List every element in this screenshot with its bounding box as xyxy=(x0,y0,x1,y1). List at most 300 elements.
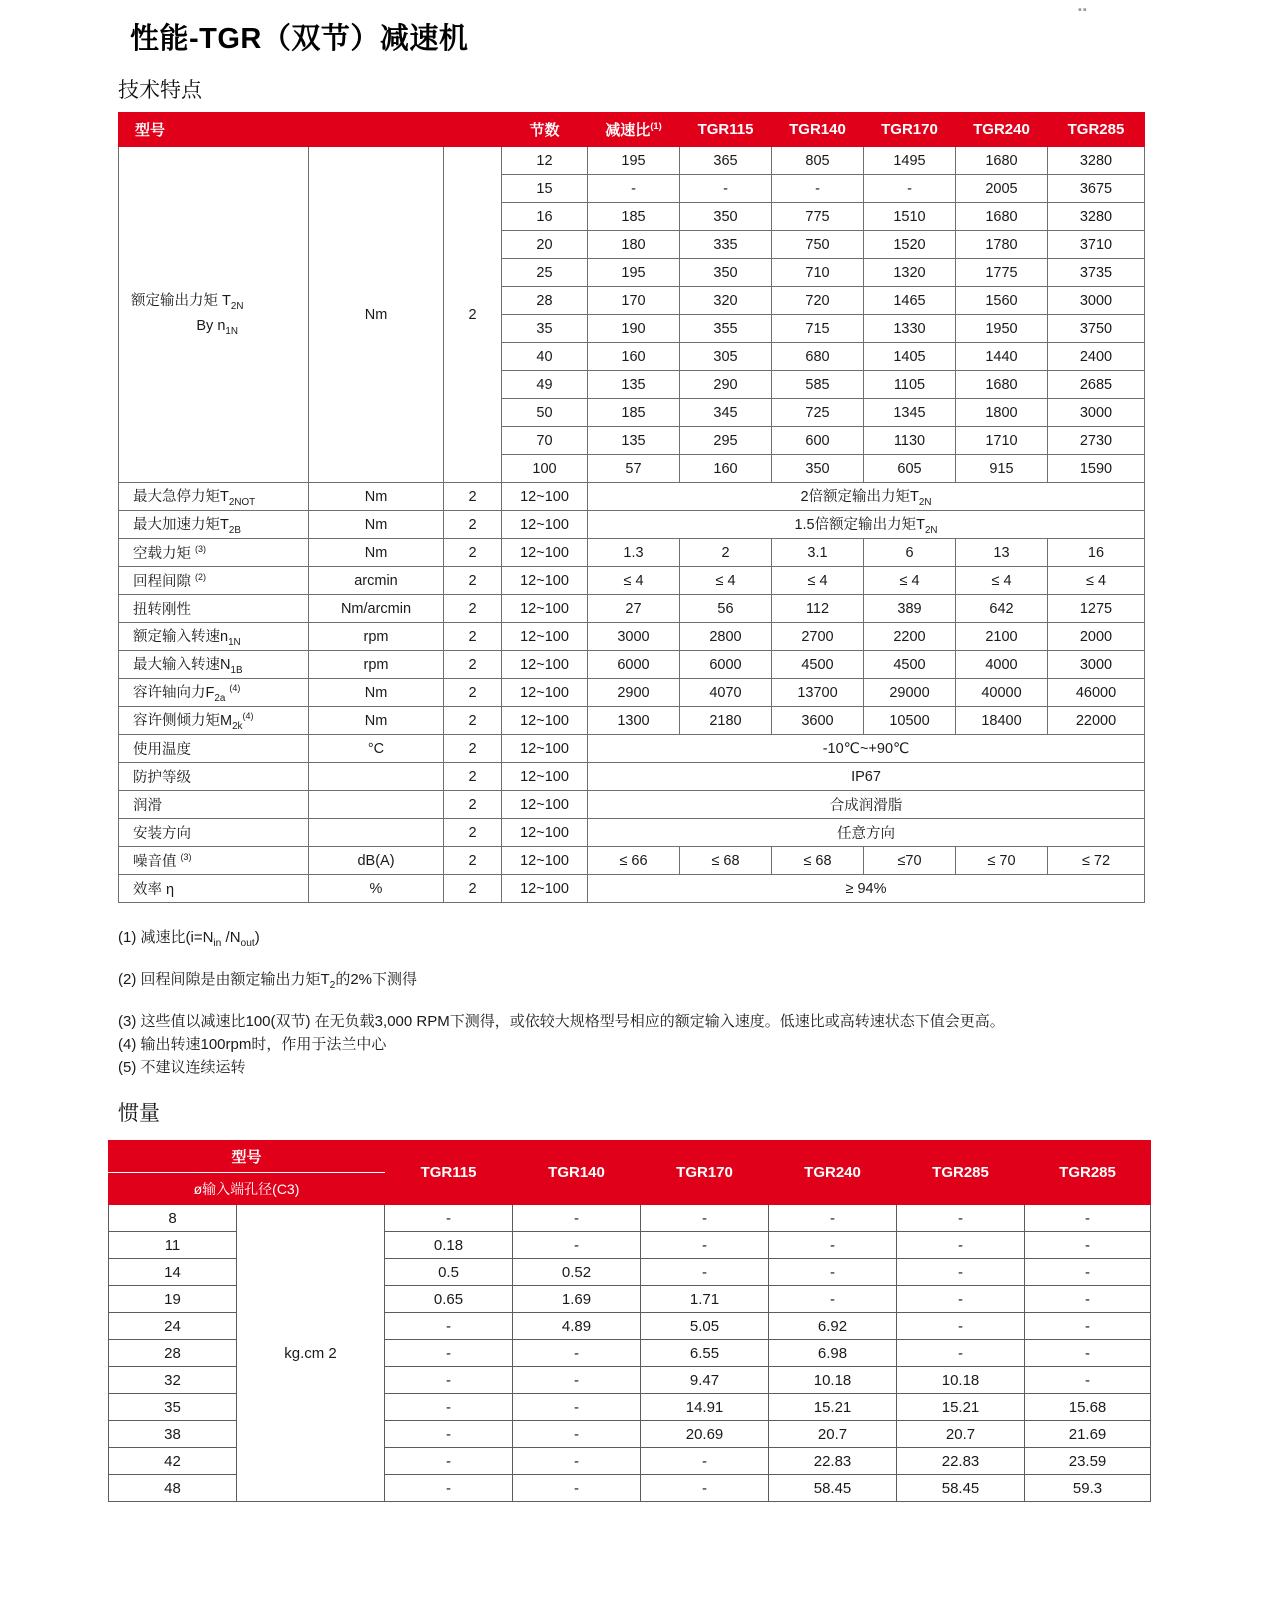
spec-unit: arcmin xyxy=(309,567,444,595)
inertia-header-tgr240: TGR240 xyxy=(769,1141,897,1205)
inertia-value-cell: - xyxy=(897,1205,1025,1232)
spec-value-cell: ≤ 4 xyxy=(588,567,680,595)
inertia-value-cell: - xyxy=(385,1313,513,1340)
spec-unit: rpm xyxy=(309,651,444,679)
spec-value-cell: 2000 xyxy=(1048,623,1145,651)
inertia-value-cell: 15.21 xyxy=(897,1394,1025,1421)
torque-value-cell: 365 xyxy=(680,147,772,175)
inertia-value-cell: - xyxy=(1025,1259,1151,1286)
tech-header-ratio-footnote: (1) xyxy=(650,121,662,131)
tech-table-body xyxy=(119,147,1145,903)
spec-value-cell: ≤ 72 xyxy=(1048,847,1145,875)
inertia-value-cell: - xyxy=(1025,1286,1151,1313)
spec-value-cell: 2700 xyxy=(772,623,864,651)
technical-specifications-table xyxy=(118,112,1202,903)
spec-value-cell: 2900 xyxy=(588,679,680,707)
inertia-value-cell: 4.89 xyxy=(513,1313,641,1340)
torque-value-cell: 805 xyxy=(772,147,864,175)
spec-unit xyxy=(309,763,444,791)
table-row xyxy=(119,875,1145,903)
rated-torque-unit: Nm xyxy=(309,147,444,483)
torque-value-cell: 1510 xyxy=(864,203,956,231)
bore-diameter-cell: 24 xyxy=(109,1313,237,1340)
spec-value-cell: 2 xyxy=(680,539,772,567)
inertia-value-cell: - xyxy=(513,1394,641,1421)
spec-ratio: 12~100 xyxy=(502,819,588,847)
torque-value-cell: 195 xyxy=(588,259,680,287)
inertia-value-cell: - xyxy=(641,1448,769,1475)
tech-header-tgr115: TGR115 xyxy=(680,113,772,147)
torque-value-cell: 775 xyxy=(772,203,864,231)
inertia-value-cell: - xyxy=(641,1232,769,1259)
bore-diameter-cell: 42 xyxy=(109,1448,237,1475)
spec-ratio: 12~100 xyxy=(502,539,588,567)
footnote: (1) 减速比($i=N_{in}$ $/N_{out}$) xyxy=(118,929,260,949)
spec-unit: Nm xyxy=(309,707,444,735)
spec-label: 效率 η xyxy=(119,875,309,903)
footnote: (2) 回程间隙是由额定输出力矩$T_2$的2%下测得 xyxy=(118,970,418,991)
inertia-header-tgr285-a: TGR285 xyxy=(897,1141,1025,1205)
inertia-value-cell: - xyxy=(1025,1232,1151,1259)
spec-value-cell: 3.1 xyxy=(772,539,864,567)
table-row xyxy=(119,567,1145,595)
spec-value-cell: 6000 xyxy=(680,651,772,679)
spec-unit: Nm xyxy=(309,679,444,707)
table-row xyxy=(119,679,1145,707)
inertia-value-cell: - xyxy=(897,1259,1025,1286)
inertia-value-cell: - xyxy=(385,1421,513,1448)
table-row xyxy=(119,707,1145,735)
torque-value-cell: 185 xyxy=(588,399,680,427)
torque-value-cell: 3735 xyxy=(1048,259,1145,287)
spec-unit: °C xyxy=(309,735,444,763)
ratio-cell: 16 xyxy=(502,203,588,231)
spec-value-cell: 4500 xyxy=(772,651,864,679)
inertia-value-cell: - xyxy=(513,1421,641,1448)
torque-value-cell: 1105 xyxy=(864,371,956,399)
spec-value-cell: 2100 xyxy=(956,623,1048,651)
inertia-value-cell: 14.91 xyxy=(641,1394,769,1421)
bore-diameter-cell: 48 xyxy=(109,1475,237,1502)
torque-value-cell: - xyxy=(680,175,772,203)
inertia-value-cell: 0.52 xyxy=(513,1259,641,1286)
table-row xyxy=(119,539,1145,567)
bore-diameter-cell: 38 xyxy=(109,1421,237,1448)
inertia-value-cell: - xyxy=(769,1259,897,1286)
tech-header-stages: 节数 xyxy=(502,113,588,147)
torque-value-cell: 2685 xyxy=(1048,371,1145,399)
spec-ratio: 12~100 xyxy=(502,595,588,623)
torque-value-cell: 1560 xyxy=(956,287,1048,315)
inertia-header-tgr285-b: TGR285 xyxy=(1025,1141,1151,1205)
spec-stages: 2 xyxy=(444,651,502,679)
spec-value-cell: 13700 xyxy=(772,679,864,707)
spec-ratio: 12~100 xyxy=(502,511,588,539)
inertia-value-cell: 1.71 xyxy=(641,1286,769,1313)
spec-stages: 2 xyxy=(444,847,502,875)
spec-label: 最大加速力矩$T_{2B}$ xyxy=(119,511,309,539)
spec-stages: 2 xyxy=(444,539,502,567)
table-row xyxy=(119,735,1145,763)
spec-value-cell: 1300 xyxy=(588,707,680,735)
table-row xyxy=(119,511,1145,539)
spec-value-cell: ≤70 xyxy=(864,847,956,875)
inertia-value-cell: 10.18 xyxy=(897,1367,1025,1394)
spec-value-cell: 3000 xyxy=(1048,651,1145,679)
spec-ratio: 12~100 xyxy=(502,623,588,651)
torque-value-cell: 600 xyxy=(772,427,864,455)
torque-value-cell: 305 xyxy=(680,343,772,371)
inertia-value-cell: - xyxy=(641,1475,769,1502)
torque-value-cell: 1680 xyxy=(956,371,1048,399)
table-row xyxy=(119,763,1145,791)
spec-label: 最大输入转速$N_{1B}$ xyxy=(119,651,309,679)
torque-value-cell: 350 xyxy=(680,203,772,231)
tech-header-tgr285: TGR285 xyxy=(1048,113,1145,147)
spec-ratio: 12~100 xyxy=(502,707,588,735)
torque-value-cell: - xyxy=(588,175,680,203)
torque-value-cell: 680 xyxy=(772,343,864,371)
spec-label: 容许侧倾力矩$M_{2k}^{(4)}$ xyxy=(119,707,309,735)
bore-diameter-cell: 19 xyxy=(109,1286,237,1313)
torque-value-cell: 3000 xyxy=(1048,399,1145,427)
section-heading-inertia: 惯量 xyxy=(118,1102,160,1125)
inertia-value-cell: - xyxy=(385,1448,513,1475)
torque-value-cell: 3675 xyxy=(1048,175,1145,203)
torque-value-cell: 1680 xyxy=(956,147,1048,175)
bore-diameter-cell: 28 xyxy=(109,1340,237,1367)
spec-label: 容许轴向力$F_{2a}$ $^{(4)}$ xyxy=(119,679,309,707)
torque-value-cell: 335 xyxy=(680,231,772,259)
spec-value-cell: 29000 xyxy=(864,679,956,707)
spec-label: 防护等级 xyxy=(119,763,309,791)
inertia-value-cell: - xyxy=(641,1259,769,1286)
tech-header-model: 型号 xyxy=(119,113,502,147)
torque-value-cell: 320 xyxy=(680,287,772,315)
torque-value-cell: - xyxy=(864,175,956,203)
spec-value-cell: 4500 xyxy=(864,651,956,679)
inertia-value-cell: 0.18 xyxy=(385,1232,513,1259)
inertia-table-body xyxy=(109,1205,1151,1502)
inertia-value-cell: 59.3 xyxy=(1025,1475,1151,1502)
inertia-value-cell: 6.92 xyxy=(769,1313,897,1340)
spec-unit: Nm xyxy=(309,539,444,567)
spec-value-cell: 22000 xyxy=(1048,707,1145,735)
inertia-value-cell: 21.69 xyxy=(1025,1421,1151,1448)
inertia-value-cell: - xyxy=(897,1340,1025,1367)
inertia-value-cell: - xyxy=(513,1367,641,1394)
inertia-value-cell: - xyxy=(897,1286,1025,1313)
table-row xyxy=(119,791,1145,819)
inertia-value-cell: - xyxy=(513,1448,641,1475)
spec-value-cell: 1275 xyxy=(1048,595,1145,623)
table-row xyxy=(119,819,1145,847)
torque-value-cell: 3710 xyxy=(1048,231,1145,259)
footnote: (5) 不建议连续运转 xyxy=(118,1059,246,1077)
spec-label: 使用温度 xyxy=(119,735,309,763)
torque-value-cell: 295 xyxy=(680,427,772,455)
inertia-value-cell: - xyxy=(769,1232,897,1259)
inertia-value-cell: 0.65 xyxy=(385,1286,513,1313)
footnotes-block xyxy=(118,928,1158,1081)
spec-stages: 2 xyxy=(444,735,502,763)
inertia-value-cell: 6.98 xyxy=(769,1340,897,1367)
inertia-header-model: 型号 xyxy=(109,1141,385,1173)
tech-header-tgr170: TGR170 xyxy=(864,113,956,147)
inertia-value-cell: 23.59 xyxy=(1025,1448,1151,1475)
spec-value-cell: 40000 xyxy=(956,679,1048,707)
torque-value-cell: 180 xyxy=(588,231,680,259)
spec-stages: 2 xyxy=(444,819,502,847)
torque-value-cell: 160 xyxy=(588,343,680,371)
tech-header-tgr240: TGR240 xyxy=(956,113,1048,147)
torque-value-cell: 1520 xyxy=(864,231,956,259)
page-title: 性能-TGR（双节）减速机 xyxy=(130,23,469,55)
spec-unit xyxy=(309,819,444,847)
spec-value-cell: 2200 xyxy=(864,623,956,651)
inertia-value-cell: - xyxy=(769,1205,897,1232)
inertia-value-cell: 20.7 xyxy=(897,1421,1025,1448)
torque-value-cell: 2400 xyxy=(1048,343,1145,371)
spec-value-cell: ≤ 4 xyxy=(772,567,864,595)
inertia-header-bore: ø输入端孔径(C3) xyxy=(109,1173,385,1205)
inertia-value-cell: - xyxy=(769,1286,897,1313)
spec-label: 扭转刚性 xyxy=(119,595,309,623)
inertia-value-cell: 9.47 xyxy=(641,1367,769,1394)
inertia-value-cell: - xyxy=(897,1232,1025,1259)
torque-value-cell: 185 xyxy=(588,203,680,231)
spec-value-cell: 10500 xyxy=(864,707,956,735)
torque-value-cell: 135 xyxy=(588,427,680,455)
spec-ratio: 12~100 xyxy=(502,847,588,875)
spec-value-cell: ≤ 68 xyxy=(772,847,864,875)
spec-value-cell: 3600 xyxy=(772,707,864,735)
inertia-value-cell: 58.45 xyxy=(897,1475,1025,1502)
torque-value-cell: 1465 xyxy=(864,287,956,315)
spec-span-value: ≥ 94% xyxy=(588,875,1145,903)
spec-value-cell: 112 xyxy=(772,595,864,623)
spec-ratio: 12~100 xyxy=(502,791,588,819)
torque-value-cell: 195 xyxy=(588,147,680,175)
inertia-value-cell: 20.69 xyxy=(641,1421,769,1448)
inertia-value-cell: 5.05 xyxy=(641,1313,769,1340)
footnote: (3) 这些值以减速比100(双节) 在无负载3,000 RPM下测得，或依较大规格型号相应的额定输入速度。低速比或高转速状态下值会更高。 xyxy=(118,1012,1005,1030)
torque-value-cell: 355 xyxy=(680,315,772,343)
spec-value-cell: 642 xyxy=(956,595,1048,623)
tech-header-tgr140: TGR140 xyxy=(772,113,864,147)
spec-label: 额定输入转速$n_{1N}$ xyxy=(119,623,309,651)
torque-value-cell: 720 xyxy=(772,287,864,315)
torque-value-cell: 135 xyxy=(588,371,680,399)
torque-value-cell: 715 xyxy=(772,315,864,343)
bore-diameter-cell: 35 xyxy=(109,1394,237,1421)
spec-ratio: 12~100 xyxy=(502,875,588,903)
torque-value-cell: 350 xyxy=(680,259,772,287)
ratio-cell: 20 xyxy=(502,231,588,259)
torque-value-cell: 1405 xyxy=(864,343,956,371)
spec-label: 最大急停力矩$T_{2NOT}$ xyxy=(119,483,309,511)
torque-value-cell: 1800 xyxy=(956,399,1048,427)
spec-stages: 2 xyxy=(444,763,502,791)
spec-value-cell: 46000 xyxy=(1048,679,1145,707)
ratio-cell: 28 xyxy=(502,287,588,315)
spec-unit: dB(A) xyxy=(309,847,444,875)
torque-value-cell: 1710 xyxy=(956,427,1048,455)
spec-unit: Nm xyxy=(309,511,444,539)
torque-value-cell: 1495 xyxy=(864,147,956,175)
spec-value-cell: ≤ 4 xyxy=(680,567,772,595)
spec-ratio: 12~100 xyxy=(502,651,588,679)
torque-value-cell: 160 xyxy=(680,455,772,483)
table-row xyxy=(109,1205,1151,1232)
spec-unit: Nm xyxy=(309,483,444,511)
spec-value-cell: 27 xyxy=(588,595,680,623)
inertia-value-cell: - xyxy=(385,1475,513,1502)
spec-label: 安装方向 xyxy=(119,819,309,847)
torque-value-cell: 725 xyxy=(772,399,864,427)
spec-value-cell: 4070 xyxy=(680,679,772,707)
spec-stages: 2 xyxy=(444,595,502,623)
torque-value-cell: 290 xyxy=(680,371,772,399)
spec-value-cell: 1.3 xyxy=(588,539,680,567)
spec-value-cell: 4000 xyxy=(956,651,1048,679)
torque-value-cell: 1950 xyxy=(956,315,1048,343)
inertia-value-cell: - xyxy=(641,1205,769,1232)
torque-value-cell: 585 xyxy=(772,371,864,399)
torque-value-cell: 710 xyxy=(772,259,864,287)
spec-ratio: 12~100 xyxy=(502,483,588,511)
bore-diameter-cell: 11 xyxy=(109,1232,237,1259)
spec-stages: 2 xyxy=(444,511,502,539)
inertia-value-cell: - xyxy=(513,1205,641,1232)
torque-value-cell: 2005 xyxy=(956,175,1048,203)
torque-value-cell: 350 xyxy=(772,455,864,483)
table-row xyxy=(119,483,1145,511)
table-row xyxy=(119,847,1145,875)
ratio-cell: 25 xyxy=(502,259,588,287)
ratio-cell: 70 xyxy=(502,427,588,455)
spec-label: 回程间隙 $^{(2)}$ xyxy=(119,567,309,595)
inertia-header-tgr170: TGR170 xyxy=(641,1141,769,1205)
spec-stages: 2 xyxy=(444,483,502,511)
spec-value-cell: 56 xyxy=(680,595,772,623)
spec-span-value: 2倍额定输出力矩$T_{2N}$ xyxy=(588,483,1145,511)
spec-value-cell: 16 xyxy=(1048,539,1145,567)
inertia-header-row-top xyxy=(109,1141,1151,1173)
spec-stages: 2 xyxy=(444,707,502,735)
torque-value-cell: 170 xyxy=(588,287,680,315)
spec-value-cell: 18400 xyxy=(956,707,1048,735)
torque-value-cell: 1345 xyxy=(864,399,956,427)
ratio-cell: 15 xyxy=(502,175,588,203)
table-row xyxy=(119,623,1145,651)
rated-torque-label: 额定输出力矩 $T_{2N}$ By $n_{1N}$ xyxy=(119,147,309,483)
spec-ratio: 12~100 xyxy=(502,679,588,707)
ratio-cell: 49 xyxy=(502,371,588,399)
spec-label: 空载力矩 $^{(3)}$ xyxy=(119,539,309,567)
torque-value-cell: 1775 xyxy=(956,259,1048,287)
spec-ratio: 12~100 xyxy=(502,763,588,791)
tech-header-row: 型号 节数 减速比$^{(1)}$ TGR115 TGR140 TGR170 TGR240 TGR285 TGR320 xyxy=(119,113,1145,147)
table-row xyxy=(119,595,1145,623)
inertia-value-cell: 20.7 xyxy=(769,1421,897,1448)
torque-value-cell: 3000 xyxy=(1048,287,1145,315)
spec-value-cell: ≤ 4 xyxy=(1048,567,1145,595)
rated-torque-stages: 2 xyxy=(444,147,502,483)
torque-value-cell: 1680 xyxy=(956,203,1048,231)
spec-unit: rpm xyxy=(309,623,444,651)
inertia-table xyxy=(108,1140,1151,1502)
torque-value-cell: 57 xyxy=(588,455,680,483)
table-row xyxy=(119,147,1145,175)
inertia-value-cell: 6.55 xyxy=(641,1340,769,1367)
section-heading-technical: 技术特点 xyxy=(118,79,202,102)
spec-ratio: 12~100 xyxy=(502,735,588,763)
corner-artifact: ▪▪ xyxy=(1078,4,1088,16)
inertia-value-cell: - xyxy=(385,1340,513,1367)
spec-stages: 2 xyxy=(444,875,502,903)
spec-value-cell: ≤ 70 xyxy=(956,847,1048,875)
torque-value-cell: 345 xyxy=(680,399,772,427)
torque-value-cell: 3750 xyxy=(1048,315,1145,343)
bore-diameter-cell: 8 xyxy=(109,1205,237,1232)
torque-value-cell: 3280 xyxy=(1048,147,1145,175)
spec-value-cell: 389 xyxy=(864,595,956,623)
inertia-value-cell: - xyxy=(385,1367,513,1394)
torque-value-cell: 190 xyxy=(588,315,680,343)
inertia-value-cell: - xyxy=(513,1340,641,1367)
inertia-value-cell: - xyxy=(513,1475,641,1502)
spec-span-value: -10℃~+90℃ xyxy=(588,735,1145,763)
spec-value-cell: ≤ 4 xyxy=(864,567,956,595)
spec-value-cell: ≤ 4 xyxy=(956,567,1048,595)
torque-value-cell: 750 xyxy=(772,231,864,259)
table-row xyxy=(119,651,1145,679)
spec-stages: 2 xyxy=(444,791,502,819)
spec-label: 噪音值 $^{(3)}$ xyxy=(119,847,309,875)
torque-value-cell: - xyxy=(772,175,864,203)
inertia-value-cell: 15.21 xyxy=(769,1394,897,1421)
inertia-header-tgr115: TGR115 xyxy=(385,1141,513,1205)
spec-value-cell: 6 xyxy=(864,539,956,567)
spec-span-value: 1.5倍额定输出力矩$T_{2N}$ xyxy=(588,511,1145,539)
spec-ratio: 12~100 xyxy=(502,567,588,595)
torque-value-cell: 605 xyxy=(864,455,956,483)
inertia-value-cell: - xyxy=(897,1313,1025,1340)
torque-value-cell: 1590 xyxy=(1048,455,1145,483)
tech-header-ratio-label: 减速比 xyxy=(605,122,651,139)
torque-value-cell: 1320 xyxy=(864,259,956,287)
spec-span-value: 合成润滑脂 xyxy=(588,791,1145,819)
inertia-value-cell: - xyxy=(1025,1340,1151,1367)
torque-value-cell: 915 xyxy=(956,455,1048,483)
inertia-value-cell: - xyxy=(1025,1367,1151,1394)
torque-value-cell: 1440 xyxy=(956,343,1048,371)
ratio-cell: 100 xyxy=(502,455,588,483)
inertia-value-cell: - xyxy=(385,1205,513,1232)
spec-value-cell: ≤ 68 xyxy=(680,847,772,875)
footnote: (4) 输出转速100rpm时，作用于法兰中心 xyxy=(118,1035,387,1053)
tech-header-ratio xyxy=(588,113,680,147)
spec-value-cell: 13 xyxy=(956,539,1048,567)
inertia-value-cell: 22.83 xyxy=(769,1448,897,1475)
torque-value-cell: 1130 xyxy=(864,427,956,455)
spec-span-value: 任意方向 xyxy=(588,819,1145,847)
spec-value-cell: 6000 xyxy=(588,651,680,679)
inertia-unit-cell: kg.cm 2 xyxy=(237,1205,385,1502)
torque-value-cell: 1780 xyxy=(956,231,1048,259)
inertia-header-tgr140: TGR140 xyxy=(513,1141,641,1205)
